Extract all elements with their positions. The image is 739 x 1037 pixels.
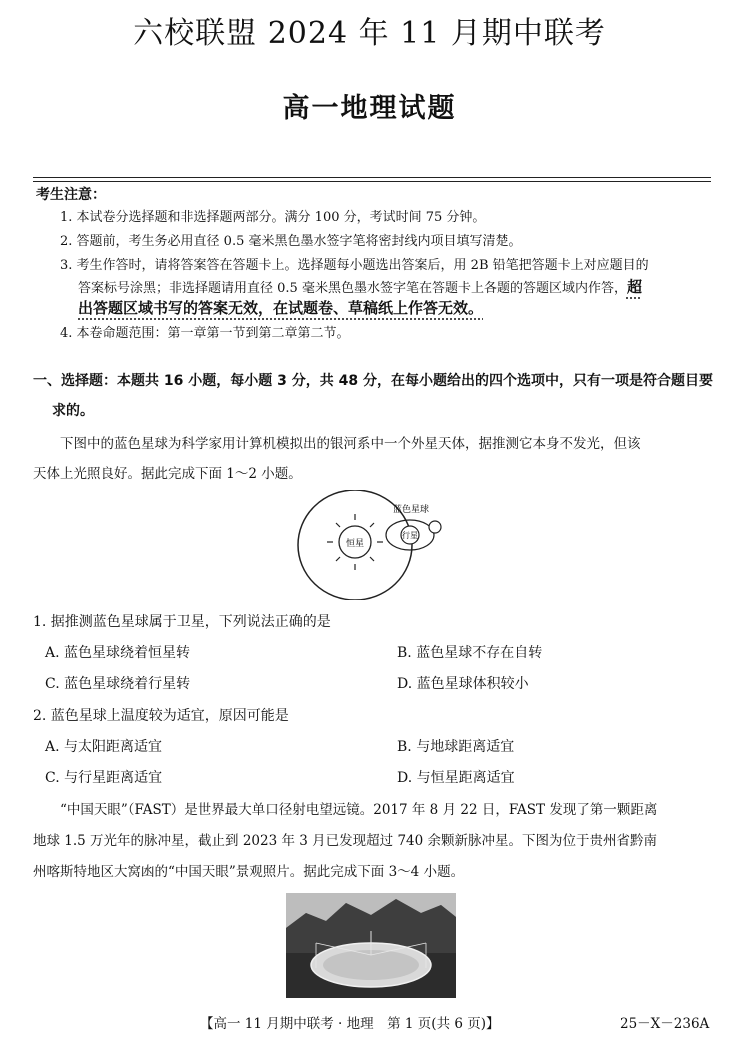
fast-paragraph-line2: 地球 1.5 万光年的脉冲星，截止到 2023 年 3 月已发现超过 740 余颗新脉冲星。下图为位于贵州省黔南 <box>33 833 658 849</box>
q1-option-d: D. 蓝色星球体积较小 <box>397 676 529 692</box>
intro-paragraph-line1: 下图中的蓝色星球为科学家用计算机模拟出的银河系中一个外星天体，据推测它本身不发光，但该 <box>60 436 641 452</box>
exam-title: 六校联盟 2024 年 11 月期中联考 <box>133 16 606 51</box>
intro-paragraph-line2: 天体上光照良好。据此完成下面 1～2 小题。 <box>33 466 302 482</box>
notice-heading: 考生注意： <box>36 187 106 203</box>
q2-stem: 2. 蓝色星球上温度较为适宜，原因可能是 <box>33 708 289 724</box>
q2-option-b: B. 与地球距离适宜 <box>397 739 515 755</box>
section-heading-line1: 一、选择题：本题共 16 小题，每小题 3 分，共 48 分，在每小题给出的四个选项中，只有一项是符合题目要 <box>33 373 713 389</box>
notice-item-3-line1: 3. 考生作答时，请将答案答在答题卡上。选择题每小题选出答案后，用 2B 铅笔把答题卡上对应题目的 <box>60 258 649 273</box>
exam-subtitle: 高一地理试题 <box>282 93 457 124</box>
q1-option-b: B. 蓝色星球不存在自转 <box>397 645 543 661</box>
q1-option-c: C. 蓝色星球绕着行星转 <box>45 676 191 692</box>
notice-item-2: 2. 答题前，考生务必用直径 0.5 毫米黑色墨水签字笔将密封线内项目填写清楚。 <box>60 234 522 249</box>
q2-option-a: A. 与太阳距离适宜 <box>45 739 163 755</box>
q1-stem: 1. 据推测蓝色星球属于卫星，下列说法正确的是 <box>33 614 331 630</box>
q2-option-d: D. 与恒星距离适宜 <box>397 770 515 786</box>
blue-planet-icon <box>429 521 441 533</box>
notice-item-3-line2 <box>78 276 642 297</box>
planet-label: 行星 <box>402 531 418 540</box>
star-label: 恒星 <box>345 539 365 549</box>
fast-paragraph-line3: 州喀斯特地区大窝凼的“中国天眼”景观照片。据此完成下面 3～4 小题。 <box>33 864 465 880</box>
q1-option-a: A. 蓝色星球绕着恒星转 <box>45 645 191 661</box>
exam-code: 25－X－236A <box>620 1016 710 1032</box>
section-heading-line2: 求的。 <box>52 403 94 419</box>
page-footer: 【高一 11 月期中联考 · 地理 第 1 页(共 6 页)】 <box>200 1016 500 1032</box>
notice-item-3-plain: 答案标号涂黑；非选择题请用直径 0.5 毫米黑色墨水签字笔在答题卡上各题的答题区域内作答， <box>78 281 627 296</box>
notice-item-1: 1. 本试卷分选择题和非选择题两部分。满分 100 分，考试时间 75 分钟。 <box>60 210 486 225</box>
blue-planet-label: 蓝色星球 <box>393 505 430 515</box>
orbit-diagram <box>285 490 465 600</box>
q2-option-c: C. 与行星距离适宜 <box>45 770 163 786</box>
header-divider-bottom <box>33 181 711 182</box>
fast-paragraph-line1: “中国天眼”（FAST）是世界最大单口径射电望远镜。2017 年 8 月 22 日，FAST 发现了第一颗距离 <box>60 802 658 818</box>
fast-telescope-photo <box>286 893 456 998</box>
notice-item-3-emphasis: 出答题区域书写的答案无效，在试题卷、草稿纸上作答无效。 <box>78 299 484 317</box>
notice-item-3-emphasis-start: 超 <box>626 278 642 296</box>
notice-item-4: 4. 本卷命题范围：第一章第一节到第二章第二节。 <box>60 326 350 341</box>
header-divider-top <box>33 177 711 178</box>
